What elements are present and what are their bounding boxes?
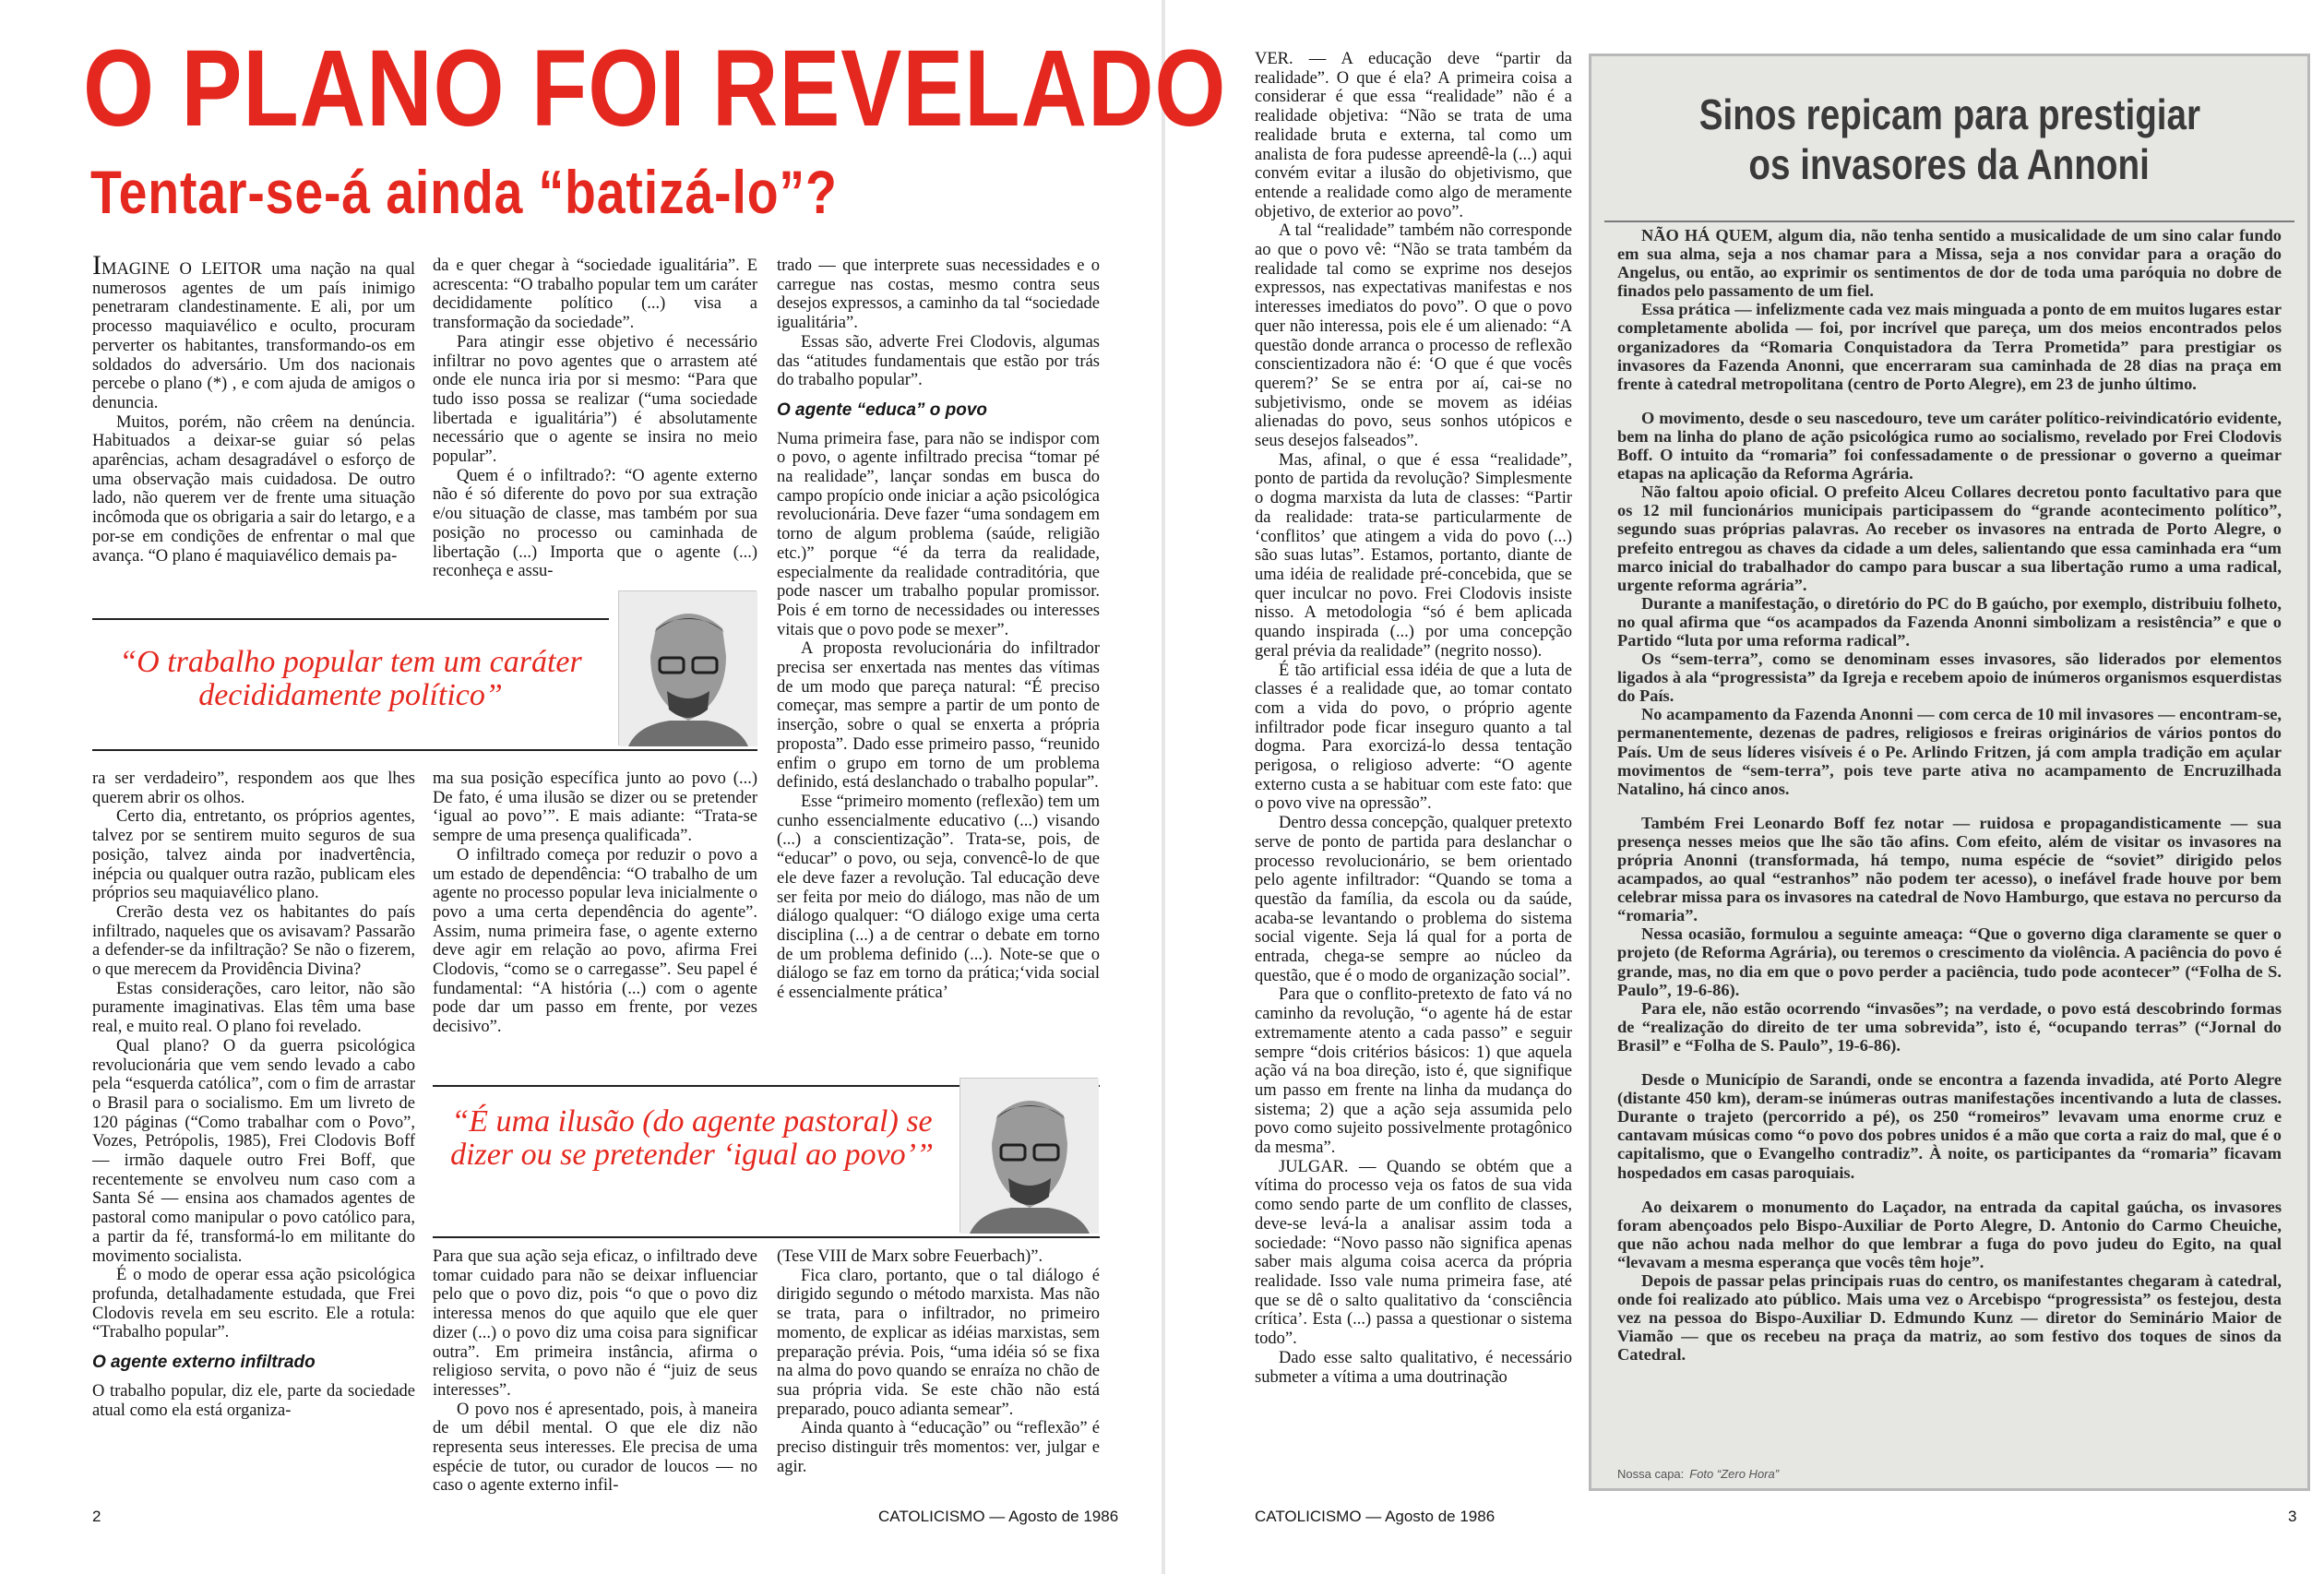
page-number: 2 (92, 1508, 101, 1525)
paragraph: Dentro dessa concepção, qualquer pretexto serve de ponto de partida para deslanchar o processo revolucionário, se bem orientado pelo agente infiltrador: “Quando se toma a questão da família, da escola ou da saúde, acaba-se levantando o problema do sistema social vigente. Seja lá qual for a porta de entrada, chega-se sempre ao núcleo da questão, que é o modo de organização social”. (1255, 814, 1572, 985)
sidebar-paragraph: No acampamento da Fazenda Anonni — com cerca de 10 mil invasores — encontram-se, permanentemente, dezenas de padres, religiosos e freiras originários de vários pontos do País. Um de seus líderes visíveis é o Pe. Arlindo Fritzen, já com ampla tradição em açular movimentos de “sem-terra”, pois teve parte ativa no acampamento de Encruzilhada Natalino, há cinco anos. (1617, 705, 2282, 798)
paragraph: trado — que interprete suas necessidades e o carregue nas costas, mesmo contra seus desejos expressos, a caminho da tal “sociedade igualitária”. (777, 256, 1100, 333)
paragraph: Essas são, adverte Frei Clodovis, algumas das “atitudes fundamentais que estão por trás do trabalho popular”. (777, 332, 1100, 390)
sidebar-paragraph: O movimento, desde o seu nascedouro, teve um caráter político-reivindicatório evidente, bem na linha do plano de ação psicológica rumo ao socialismo, revelado por Frei Clodovis Boff. O intuito da “romaria” foi confessadamente o de pressionar o governo a queimar etapas na aplicação da Reforma Agrária. (1617, 408, 2282, 483)
sidebar-paragraph: Durante a manifestação, o diretório do PC do B gaúcho, por exemplo, distribuiu folheto, no qual afirma que “os acampados da Fazenda Anonni simbolizam a resistência” e que o Partido “luta por uma reforma radical”. (1617, 593, 2282, 650)
sidebar-body (1617, 226, 2282, 1468)
paragraph: Mas, afinal, o que é essa “realidade”, ponto de partida da revolução? Simplesmente o dogma marxista da luta de classes: “Partir da realidade: trata-se particularmente de ‘conflitos’ que atingem a vida do povo (...) são suas lutas”. Estamos, portanto, diante de uma idéia de realidade pré-concebida, que se quer inculcar no povo. Frei Clodovis insiste nisso. A metodologia “só é bem aplicada quando inspirada (...) por uma concepção geral prévia da realidade” (negrito nosso). (1255, 450, 1572, 661)
article-column-3-bottom (777, 1247, 1100, 1484)
paragraph: ra ser verdadeiro”, respondem aos que lhes querem abrir os olhos. (92, 769, 415, 807)
sidebar-paragraph: Depois de passar pelas principais ruas do centro, os manifestantes chegaram à catedral, onde foi realizado ato público. Mais uma vez o Arcebispo “progressista” os festejou, desta vez na pessoa do Bispo-Auxiliar D. Edmundo Kunz — diretor do Seminário Maior de Viamão — que os recebeu na praça da matriz, ao som festivo dos toques de sinos da Catedral. (1617, 1270, 2282, 1365)
paragraph: Qual plano? O da guerra psicológica revolucionária que vem sendo levado a cabo pela “esquerda católica”, com o fim de arrastar o Brasil para o socialismo. Em um livreto de 120 páginas (“Como trabalhar com o Povo”, Vozes, Petrópolis, 1985), Frei Clodovis Boff — irmão daquele outro Frei Boff, que recentemente se envolveu num caso com a Santa Sé — ensina aos chamados agentes de pastoral como manipular o povo católico para, a partir da fé, transformá-lo em militante do movimento socialista. (92, 1036, 415, 1266)
paragraph: É o modo de operar essa ação psicológica profunda, detalhadamente estudada, que Frei Clodovis revela em seu escrito. Ele a rotula: “Trabalho popular”. (92, 1266, 415, 1342)
paragraph: Certo dia, entretanto, os próprios agentes, talvez por se sentirem muito seguros de sua posição, talvez ainda por inadvertência, inépcia ou qualquer outra razão, publicam eles próprios seu maquiavélico plano. (92, 807, 415, 903)
paragraph: IMAGINE O LEITOR uma nação na qual numerosos agentes de um país inimigo penetraram clandestinamente. E ali, por um processo maquiavélico e oculto, procuram perverter os habitantes, transformando-os em soldados do adversário. Um dos nacionais percebe o plano (*) , e com ajuda de amigos o denuncia. (92, 250, 415, 412)
divider (92, 618, 609, 620)
sidebar-paragraph: Para ele, não estão ocorrendo “invasões”; na verdade, o povo está descobrindo formas de “realização do direito de ter uma sobrevida”, isto é, “ocupando terras” (“Jornal do Brasil” e “Folha de S. Paulo”, 19-6-86). (1617, 998, 2282, 1055)
section-heading: O agente externo infiltrado (92, 1353, 316, 1373)
cover-caption (1617, 1467, 1779, 1481)
article-column-3 (777, 256, 1100, 1065)
article-column-continued (1255, 50, 1572, 1489)
sidebar-paragraph: Também Frei Leonardo Boff fez notar — ruidosa e propagandisticamente — sua presença nesses meios que lhe são tão afins. Com efeito, além de visitar os invasores na própria Anonni (transformada, há tempo, numa espécie de “soviet” dirigido pelos acampados, ao qual “estranhos” não podem ter acesso), o inefável frade houve por bem celebrar missa para os invasores na catedral de Novo Hamburgo, que estava no percurso da “romaria”. (1617, 813, 2282, 925)
sidebar-title (1591, 89, 2307, 189)
footer: CATOLICISMO — Agosto de 1986 (1255, 1508, 1496, 1525)
article-column-2-middle (433, 769, 757, 1074)
divider (1604, 221, 2294, 222)
pull-quote: “É uma ilusão (do agente pastoral) se dizer ou se pretender ‘igual ao povo’” (450, 1104, 934, 1172)
section-heading: O agente “educa” o povo (777, 399, 988, 420)
page-number: 3 (2288, 1508, 2297, 1525)
paragraph: (Tese VIII de Marx sobre Feuerbach)”. (777, 1247, 1043, 1266)
paragraph: Fica claro, portanto, que o tal diálogo é dirigido segundo o método marxista. Mas não se trata, para o infiltrador, no primeiro momento, de explicar as idéias marxistas, sem preparação prévia. Pois, “uma idéia só se fixa na alma do povo quando se enraíza no chão de sua própria vida. Se este chão não está preparado, pouco adianta semear”. (777, 1266, 1100, 1419)
portrait-photo (618, 590, 757, 745)
article-column-2-bottom (433, 1247, 757, 1496)
sidebar-paragraph: Os “sem-terra”, como se denominam esses invasores, são liderados por elementos ligados à ala “progressista” da Igreja e recebem apoio de inúmeros organismos esquerdistas do País. (1617, 650, 2282, 706)
sidebar-paragraph: Nessa ocasião, formulou a seguinte ameaça: “Que o governo diga claramente se quer o projeto (de Reforma Agrária), ou teremos o crescimento da violência. A paciência do povo é grande, mas, no dia em que o povo perder a paciência, tudo pode acontecer” (“Folha de S. Paulo”, 19-6-86). (1617, 924, 2282, 999)
article-column-1-top (92, 250, 416, 587)
paragraph: ma sua posição específica junto ao povo (...) De fato, é uma ilusão se dizer ou se pretender ‘igual ao povo’”. E mais adiante: “Trata-se sempre de uma presença qualificada”. (433, 769, 757, 846)
sidebar-box (1589, 54, 2310, 1491)
sidebar-paragraph: NÃO HÁ QUEM, algum dia, não tenha sentido a musicalidade de um sino calar fundo em sua alma, seja a nos chamar para a Missa, seja a nos convidar para a oração do Angelus, ou então, ao exprimir os sentimentos de dor de toda uma paróquia no dobre de finados pelo passamento de um fiel. (1617, 226, 2282, 301)
caption-credit: Foto “Zero Hora” (1689, 1467, 1780, 1481)
portrait-photo (959, 1078, 1098, 1233)
article-column-2-top (433, 256, 757, 587)
paragraph: VER. — A educação deve “partir da realidade”. O que é ela? A primeira coisa a considerar é que essa “realidade” não é a realidade objetiva: “Não se trata de uma realidade bruta e externa, tal como um analista de fora pudesse apreendê-la (...) aqui convém evitar a ilusão do objetivismo, que entende a realidade como algo de meramente objetivo, de exterior ao povo”. (1255, 50, 1572, 221)
caption-label: Nossa capa: (1617, 1467, 1685, 1481)
magazine-page-3 (1164, 0, 2324, 1574)
pull-quote: “O trabalho popular tem um caráter decididamente político” (119, 645, 582, 712)
sidebar-title-line: os invasores da Annoni (1748, 140, 2151, 188)
sidebar-paragraph: Ao deixarem o monumento do Laçador, na entrada da capital gaúcha, os invasores foram abençoados pelo Bispo-Auxiliar de Porto Alegre, D. Antonio do Carmo Cheuiche, que não achou nada melhor do que lembrar a fuga do povo judeu do Egito, na qual “levavam a mesma esperança que vocês têm hoje”. (1617, 1197, 2282, 1271)
sidebar-paragraph: Desde o Município de Sarandi, onde se encontra a fazenda invadida, até Porto Alegre (distante 450 km), deram-se inúmeras outras manifestações incentivando a luta de classes. Durante o trajeto (percorrido a pé), os 250 “romeiros” levavam uma enorme cruz e cantavam músicas como “o povo dos pobres unidos é a mão que corta a raiz do mal, que é o capitalismo, que o Evangelho contradiz”. À noite, os participantes da “romaria” ficavam hospedados em casas paroquiais. (1617, 1070, 2282, 1182)
divider (433, 1236, 1100, 1238)
paragraph: Estas considerações, caro leitor, não são puramente imaginativas. Elas têm uma base real, e muito real. O plano foi revelado. (92, 979, 415, 1037)
headline: O PLANO FOI REVELADO (83, 28, 1227, 149)
sidebar-paragraph: Não faltou apoio oficial. O prefeito Alceu Collares decretou ponto facultativo para que os 12 mil funcionários municipais participassem do “grande acontecimento político”, segundo suas próprias palavras. Ao receber os invasores na entrada de Porto Alegre, o prefeito entregou as chaves da cidade a um deles, salientando que essa caminhada era “um marco inicial do trabalhador do campo para buscar a sua libertação rumo a uma radical, urgente reforma agrária”. (1617, 483, 2282, 594)
paragraph: Quem é o infiltrado?: “O agente externo não é só diferente do povo por sua extração e/ou situação de classe, mas também por sua posição no processo ou caminhada de libertação (...) Importa que o agente (...) reconheça e assu- (433, 466, 757, 581)
paragraph: Crerão desta vez os habitantes do país infiltrado, naqueles que os avisavam? Passarão a defender-se da infiltração? Se não o fizerem, o que merecem da Providência Divina? (92, 902, 415, 980)
subheadline: Tentar-se-á ainda “batizá-lo”? (90, 158, 838, 226)
paragraph: Muitos, porém, não crêem na denúncia. Habituados a deixar-se guiar só pelas aparências, acham desagradável o esforço de uma observação mais cuidadosa. De outro lado, não querem ver de frente uma situação incômoda que os obrigaria a sair do letargo, e a por-se em condições de enfrentar o mal que avança. “O plano é maquiavélico demais pa- (92, 412, 416, 566)
footer: CATOLICISMO — Agosto de 1986 (878, 1508, 1119, 1525)
paragraph: Ainda quanto à “educação” ou “reflexão” é preciso distinguir três momentos: ver, julgar e agir. (777, 1419, 1100, 1476)
paragraph: O trabalho popular, diz ele, parte da sociedade atual como ela está organiza- (92, 1381, 415, 1420)
sidebar-title-line: Sinos repicam para prestigiar (1698, 90, 2200, 138)
sidebar-paragraph: Essa prática — infelizmente cada vez mais minguada a ponto de em muitos lugares estar completamente abolida — foi, por incrível que pareça, um dos meios encontrados pelos organizadores da “Romaria Conquistadora da Terra Prometida” para prestigiar os invasores da Fazenda Anonni, que encerraram sua caminhada de 28 dias na praça em frente à catedral metropolitana (centro de Porto Alegre), em 23 de junho último. (1617, 300, 2282, 393)
paragraph: Dado esse salto qualitativo, é necessário submeter a vítima a uma doutrinação (1255, 1348, 1572, 1387)
paragraph: A proposta revolucionária do infiltrador precisa ser enxertada nas mentes das vítimas de um modo que pareça natural: “É preciso começar, mas sempre a partir de um ponto de inserção, sobre o qual se enxerta a própria proposta”. Dado esse primeiro passo, “reunido enfim o grupo em torno de um problema definido, está deslanchado o trabalho popular”. (777, 639, 1100, 793)
paragraph: Para que sua ação seja eficaz, o infiltrado deve tomar cuidado para não se deixar influenciar pelo que o povo diz, pois “o que o povo diz interessa menos do que aquilo que ele quer dizer (...) o povo diz uma coisa para significar outra”. Em primeira instância, afirma o religioso servita, o povo não é “juiz de seus interesses”. (433, 1247, 757, 1400)
paragraph: Para que o conflito-pretexto de fato vá no caminho da revolução, “o agente há de estar extremamente atento a cada passo” e seguir sempre “dois critérios básicos: 1) que aquela ação vá na boa direção, isto é, que signifique um passo em frente na linha da mudança do sistema; 2) que a ação seja assumida pelo povo como sujeito possivelmente protagônico da mesma”. (1255, 985, 1572, 1158)
divider (92, 749, 757, 751)
article-column-1-bottom (92, 769, 415, 1484)
paragraph: Numa primeira fase, para não se indispor com o povo, o agente infiltrado precisa “tomar pé na realidade”, lançar sondas em busca do campo propício onde iniciar a ação psicológica revolucionária. Deve fazer “uma sondagem em torno de algum problema (saúde, religião etc.)” porque “é da terra da realidade, especialmente da realidade contraditória, que pode nascer um trabalho popular promissor. Pois é em torno de necessidades ou interesses vitais que o povo pode se mexer”. (777, 429, 1100, 639)
paragraph: O povo nos é apresentado, pois, à maneira de um débil mental. O que ele diz não representa seus interesses. Ele precisa de uma espécie de tutor, ou curador de loucos — no caso o agente externo infil- (433, 1400, 757, 1496)
paragraph: É tão artificial essa idéia de que a luta de classes é a realidade que, ao tomar contato com a vida do povo, o próprio agente infiltrador pode ficar inseguro quanto a tal dogma. Para exorcizá-lo dessa tentação perigosa, o religioso adverte: “O agente externo custa a se habituar com este fato: que o povo vive na opressão”. (1255, 661, 1572, 814)
paragraph: Esse “primeiro momento (reflexão) tem um cunho essencialmente educativo (...) visando (...) a conscientização”. Trata-se, pois, de “educar” o povo, ou seja, convencê-lo de que ele deve fazer a revolução. Tal educação deve ser feita por meio do diálogo, mas não de um diálogo qualquer: “O diálogo exige uma certa disciplina (...) a de centrar o debate em torno de um problema definido (...). Note-se que o diálogo se faz em torno da prática;‘vida social é essencialmente prática’ (777, 792, 1100, 1003)
paragraph: O infiltrado começa por reduzir o povo a um estado de dependência: “O trabalho de um agente no processo popular leva inicialmente o povo a uma certa dependência do agente”. Assim, numa primeira fase, o agente externo deve agir em relação ao povo, afirma Frei Clodovis, “como se o carregasse”. Seu papel é fundamental: “A história (...) com o agente pode dar um passo em frente, por vezes decisivo”. (433, 845, 757, 1037)
paragraph: da e quer chegar à “sociedade igualitária”. E acrescenta: “O trabalho popular tem um caráter decididamente político (...) visa a transformação da sociedade”. (433, 256, 757, 333)
paragraph: Para atingir esse objetivo é necessário infiltrar no povo agentes que o arrastem até onde ele nunca iria por si mesmo: “Para que tudo isso possa se realizar (“uma sociedade libertada e igualitária”) é absolutamente necessário que o agente se insira no meio popular”. (433, 332, 757, 467)
paragraph: JULGAR. — Quando se obtém que a vítima do processo veja os fatos de sua vida como sendo parte de um conflito de classes, deve-se levá-la a analisar assim toda a sociedade: “Novo passo não significa apenas saber mais alguma coisa acerca da própria realidade. Isso vale numa primeira fase, até que se dê o salto qualitativo da ‘consciência crítica’. Esta (...) passa a questionar o sistema todo”. (1255, 1157, 1572, 1349)
paragraph: A tal “realidade” também não corresponde ao que o povo vê: “Não se trata também da realidade tal como se exprime nos desejos expressos, nas expectativas manifestas e nos interesses imediatos do povo”. O que o povo quer não interessa, pois ele é um alienado: “A questão donde arranca o processo de reflexão conscientizadora não é: ‘O que é que vocês querem?’ Se se entra por aí, cai-se no subjetivismo, onde se movem as idéias alienadas do povo, seus sonhos utópicos e seus desejos falseados”. (1255, 221, 1572, 451)
